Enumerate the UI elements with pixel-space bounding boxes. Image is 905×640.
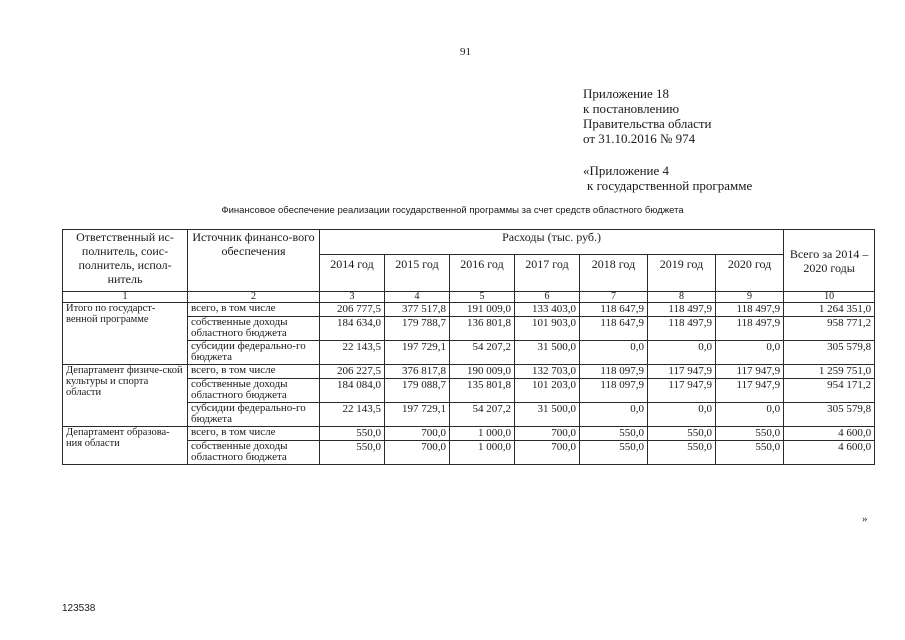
header-year: 2015 год — [385, 255, 450, 292]
appendix-line: к постановлению — [583, 101, 680, 116]
year-value-cell: 118 097,9 — [580, 365, 648, 379]
year-value-cell: 377 517,8 — [385, 303, 450, 317]
financing-table-wrapper — [62, 229, 875, 465]
year-value-cell: 0,0 — [580, 341, 648, 365]
year-value-cell: 0,0 — [580, 403, 648, 427]
document-title: Финансовое обеспечение реализации государственной программы за счет средств областного бюджета — [221, 205, 684, 216]
year-value-cell: 700,0 — [385, 427, 450, 441]
year-value-cell: 118 497,9 — [716, 317, 784, 341]
year-value-cell: 118 647,9 — [580, 303, 648, 317]
year-value-cell: 700,0 — [515, 441, 580, 465]
year-value-cell: 118 497,9 — [716, 303, 784, 317]
year-value-cell: 550,0 — [320, 427, 385, 441]
column-number: 10 — [784, 292, 875, 303]
column-number: 4 — [385, 292, 450, 303]
source-cell: субсидии федерально-го бюджета — [188, 403, 320, 427]
executor-cell: Итого по государст-венной программе — [63, 303, 188, 365]
year-value-cell: 550,0 — [648, 427, 716, 441]
year-value-cell: 184 084,0 — [320, 379, 385, 403]
year-value-cell: 54 207,2 — [450, 341, 515, 365]
year-value-cell: 550,0 — [716, 441, 784, 465]
year-value-cell: 101 203,0 — [515, 379, 580, 403]
year-value-cell: 550,0 — [320, 441, 385, 465]
year-value-cell: 0,0 — [648, 403, 716, 427]
table-row — [63, 365, 875, 379]
source-cell: всего, в том числе — [188, 303, 320, 317]
year-value-cell: 206 227,5 — [320, 365, 385, 379]
page-number: 91 — [460, 46, 471, 58]
year-value-cell: 376 817,8 — [385, 365, 450, 379]
year-value-cell: 190 009,0 — [450, 365, 515, 379]
total-value-cell: 1 264 351,0 — [784, 303, 875, 317]
appendix-quote-line: «Приложение 4 — [583, 163, 670, 178]
year-value-cell: 31 500,0 — [515, 403, 580, 427]
table-row — [63, 427, 875, 441]
table-body — [63, 303, 875, 465]
year-value-cell: 550,0 — [580, 441, 648, 465]
year-value-cell: 197 729,1 — [385, 403, 450, 427]
column-number: 8 — [648, 292, 716, 303]
appendix-line: Правительства области — [583, 116, 712, 131]
year-value-cell: 118 497,9 — [648, 303, 716, 317]
column-number: 2 — [188, 292, 320, 303]
table-row — [63, 303, 875, 317]
appendix-quote-line: к государственной программе — [587, 178, 753, 193]
year-value-cell: 117 947,9 — [648, 379, 716, 403]
header-year: 2014 год — [320, 255, 385, 292]
year-value-cell: 700,0 — [385, 441, 450, 465]
column-number-row — [63, 292, 875, 303]
year-value-cell: 0,0 — [716, 341, 784, 365]
year-value-cell: 179 088,7 — [385, 379, 450, 403]
year-value-cell: 184 634,0 — [320, 317, 385, 341]
total-value-cell: 4 600,0 — [784, 441, 875, 465]
total-value-cell: 305 579,8 — [784, 341, 875, 365]
column-number: 6 — [515, 292, 580, 303]
year-value-cell: 179 788,7 — [385, 317, 450, 341]
total-value-cell: 958 771,2 — [784, 317, 875, 341]
source-cell: всего, в том числе — [188, 365, 320, 379]
header-expenses: Расходы (тыс. руб.) — [320, 230, 784, 255]
year-value-cell: 191 009,0 — [450, 303, 515, 317]
total-value-cell: 1 259 751,0 — [784, 365, 875, 379]
header-year: 2020 год — [716, 255, 784, 292]
column-number: 3 — [320, 292, 385, 303]
header-year: 2016 год — [450, 255, 515, 292]
year-value-cell: 101 903,0 — [515, 317, 580, 341]
year-value-cell: 118 097,9 — [580, 379, 648, 403]
year-value-cell: 117 947,9 — [716, 365, 784, 379]
year-value-cell: 31 500,0 — [515, 341, 580, 365]
header-year: 2019 год — [648, 255, 716, 292]
year-value-cell: 0,0 — [716, 403, 784, 427]
executor-cell: Департамент физиче-ской культуры и спорта области — [63, 365, 188, 427]
year-value-cell: 118 647,9 — [580, 317, 648, 341]
source-cell: собственные доходы областного бюджета — [188, 317, 320, 341]
year-value-cell: 550,0 — [580, 427, 648, 441]
year-value-cell: 700,0 — [515, 427, 580, 441]
year-value-cell: 133 403,0 — [515, 303, 580, 317]
executor-cell: Департамент образова-ния области — [63, 427, 188, 465]
year-value-cell: 550,0 — [716, 427, 784, 441]
total-value-cell: 305 579,8 — [784, 403, 875, 427]
total-value-cell: 4 600,0 — [784, 427, 875, 441]
year-value-cell: 1 000,0 — [450, 441, 515, 465]
year-value-cell: 550,0 — [648, 441, 716, 465]
year-value-cell: 206 777,5 — [320, 303, 385, 317]
column-number: 5 — [450, 292, 515, 303]
appendix-line: от 31.10.2016 № 974 — [583, 131, 696, 146]
year-value-cell: 22 143,5 — [320, 341, 385, 365]
total-value-cell: 954 171,2 — [784, 379, 875, 403]
header-year: 2017 год — [515, 255, 580, 292]
header-total: Всего за 2014 – 2020 годы — [784, 230, 875, 292]
appendix-line: Приложение 18 — [583, 86, 670, 101]
column-number: 7 — [580, 292, 648, 303]
year-value-cell: 0,0 — [648, 341, 716, 365]
year-value-cell: 197 729,1 — [385, 341, 450, 365]
source-cell: собственные доходы областного бюджета — [188, 441, 320, 465]
appendix-block — [583, 86, 752, 193]
year-value-cell: 135 801,8 — [450, 379, 515, 403]
source-cell: субсидии федерально-го бюджета — [188, 341, 320, 365]
header-executor: Ответственный ис-полнитель, соис-полнитель, испол-нитель — [63, 230, 188, 292]
year-value-cell: 22 143,5 — [320, 403, 385, 427]
source-cell: всего, в том числе — [188, 427, 320, 441]
year-value-cell: 1 000,0 — [450, 427, 515, 441]
financing-table — [62, 229, 875, 465]
column-number: 9 — [716, 292, 784, 303]
year-value-cell: 117 947,9 — [648, 365, 716, 379]
source-cell: собственные доходы областного бюджета — [188, 379, 320, 403]
year-value-cell: 136 801,8 — [450, 317, 515, 341]
document-code: 123538 — [62, 603, 96, 614]
header-source: Источник финансо-вого обеспечения — [188, 230, 320, 292]
header-year: 2018 год — [580, 255, 648, 292]
column-number: 1 — [63, 292, 188, 303]
year-value-cell: 117 947,9 — [716, 379, 784, 403]
closing-quote: » — [862, 513, 868, 525]
year-value-cell: 54 207,2 — [450, 403, 515, 427]
year-value-cell: 132 703,0 — [515, 365, 580, 379]
year-value-cell: 118 497,9 — [648, 317, 716, 341]
